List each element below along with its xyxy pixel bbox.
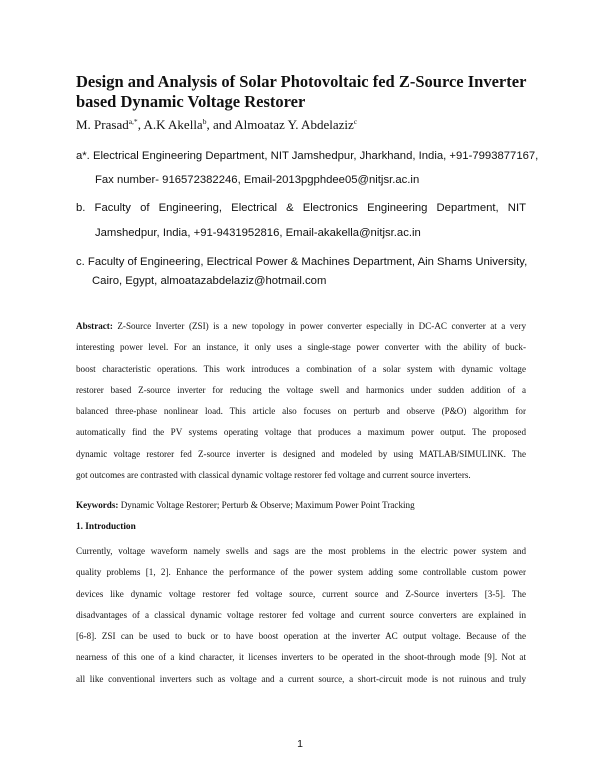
paper-title	[76, 72, 546, 112]
affiliation-line: Jamshedpur, India, +91-9431952816, Email-akakella@nitjsr.ac.in	[95, 227, 421, 239]
abstract-text: Z-Source Inverter (ZSI) is a new topology in power converter especially in DC-AC converter at a very	[112, 321, 526, 331]
page-number: 1	[297, 738, 303, 750]
author-affiliation-mark: a,*	[128, 117, 138, 126]
body-line: disadvantages of a classical dynamic voltage restorer fed voltage and current source converters are explained in	[76, 609, 526, 620]
abstract-label: Abstract:	[76, 321, 113, 331]
body-line: Currently, voltage waveform namely swells and sags are the most problems in the electric power system and	[76, 546, 526, 556]
author-list	[76, 117, 546, 133]
abstract-line: automatically find the PV systems operating voltage that produces a maximum power output. The proposed	[76, 427, 526, 438]
body-line: devices like dynamic voltage restorer fed voltage source, current source and Z-Source inverters [3-5]. The	[76, 588, 526, 599]
keywords-text: Dynamic Voltage Restorer; Perturb & Observe; Maximum Power Point Tracking	[118, 500, 415, 510]
keywords	[76, 495, 526, 515]
abstract-line: dynamic voltage restorer fed Z-source inverter is designed and modeled by using MATLAB/SIMULINK. The	[76, 448, 526, 459]
abstract-line: balanced three-phase nonlinear load. This article also focuses on perturb and observe (P&O) algorithm for	[76, 406, 526, 417]
abstract	[76, 316, 526, 486]
author-separator: , and	[206, 117, 235, 132]
abstract-line	[76, 316, 526, 337]
affiliation-c	[76, 255, 526, 289]
title-line-2: based Dynamic Voltage Restorer	[76, 92, 306, 111]
affiliation-line: Fax number- 916572382246, Email-2013pgphdee05@nitjsr.ac.in	[95, 174, 420, 186]
author-name: Almoataz Y. Abdelaziz	[234, 117, 354, 132]
body-line: nearness of this one of a kind character, it licenses inverters to be operated in the shoot-through mode [9]. Not at	[76, 652, 526, 663]
author-separator: ,	[137, 117, 144, 132]
affiliation-line: b. Faculty of Engineering, Electrical & Electronics Engineering Department, NIT	[76, 202, 526, 214]
affiliation-line: Cairo, Egypt, almoatazabdelaziz@hotmail.com	[92, 275, 327, 287]
affiliation-line: a*. Electrical Engineering Department, NIT Jamshedpur, Jharkhand, India, +91-7993877167,	[76, 150, 539, 162]
abstract-line: interesting power level. For an instance, it only uses a single-stage power converter with the ability of buck-	[76, 342, 526, 353]
body-line: quality problems [1, 2]. Enhance the performance of the power system adding some controllable custom power	[76, 567, 526, 578]
abstract-line: restorer based Z-source inverter for reducing the voltage swell and harmonics under sudden addition of a	[76, 384, 526, 395]
author-affiliation-mark: c	[353, 117, 358, 126]
abstract-line: got outcomes are contrasted with classical dynamic voltage restorer fed voltage and current source inverters.	[76, 470, 471, 481]
author-name: A.K Akella	[143, 117, 203, 132]
affiliation-b	[76, 201, 526, 241]
author-name: M. Prasad	[76, 117, 129, 132]
title-line-1: Design and Analysis of Solar Photovoltaic fed Z-Source Inverter	[76, 72, 527, 91]
body-line: [6-8]. ZSI can be used to buck or to have boost operation at the inverter AC output voltage. Because of the	[76, 631, 526, 642]
body-line: all like conventional inverters such as voltage and a current source, a short-circuit mode is not ruinous and truly	[76, 673, 526, 684]
author-affiliation-mark: b	[202, 117, 207, 126]
keywords-label: Keywords:	[76, 500, 119, 510]
introduction-body	[76, 541, 526, 690]
section-heading-introduction: 1. Introduction	[76, 522, 136, 532]
abstract-line: boost characteristic operations. This work introduces a combination of a solar system with dynamic voltage	[76, 363, 526, 374]
affiliation-a	[76, 149, 539, 188]
affiliation-line: c. Faculty of Engineering, Electrical Power & Machines Department, Ain Shams University,	[76, 256, 528, 268]
